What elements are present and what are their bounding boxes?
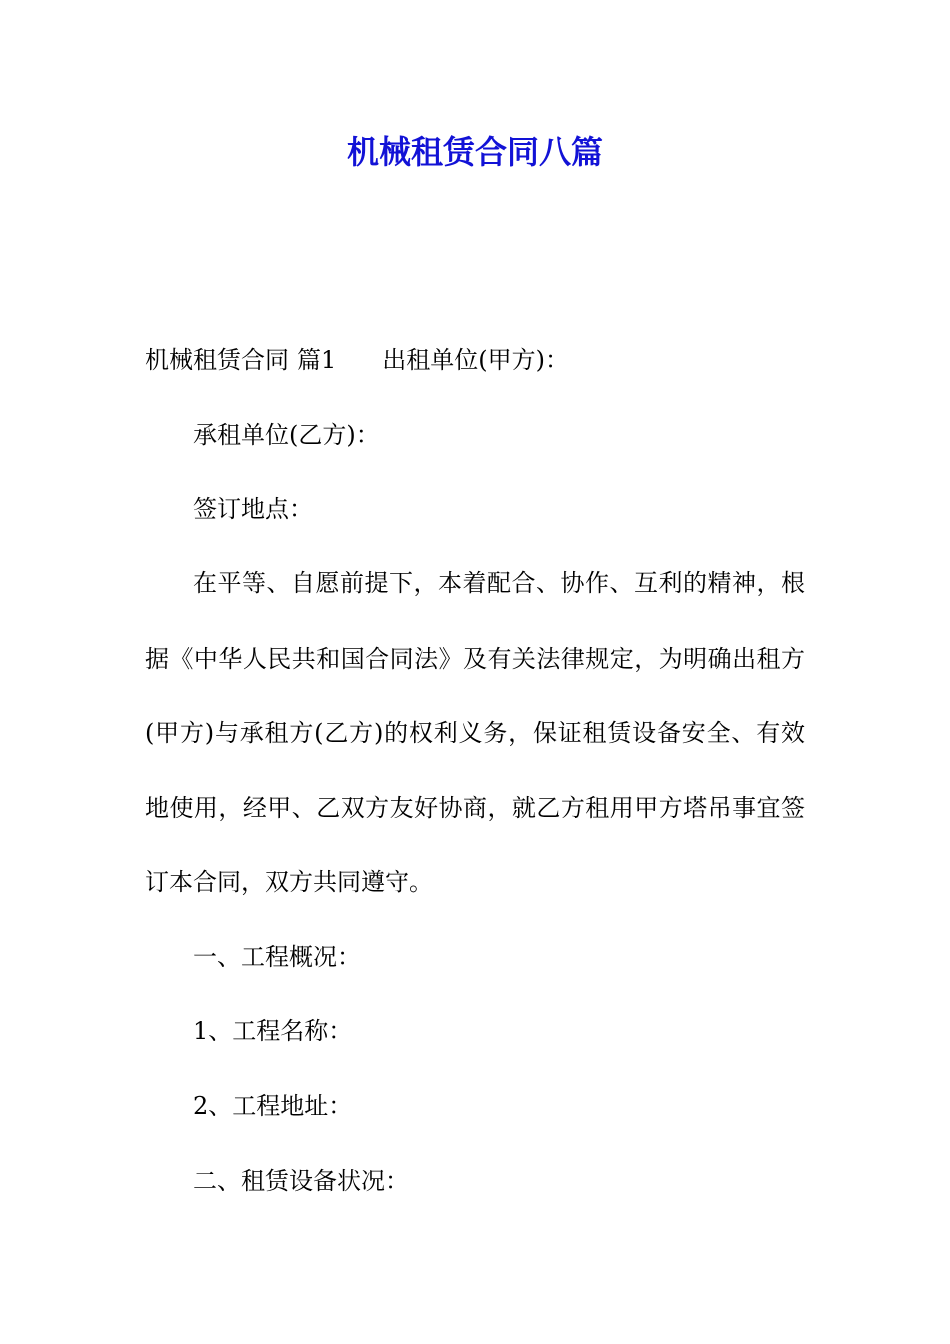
document-title: 机械租赁合同八篇	[346, 133, 603, 171]
chapter-label: 篇1	[297, 346, 337, 374]
contract-name: 机械租赁合同	[145, 346, 289, 374]
section-heading-2: 二、租赁设备状况：	[193, 1167, 409, 1195]
contract-header-line	[145, 340, 805, 380]
signing-place-label: 签订地点：	[193, 495, 313, 523]
paragraph-line-2: 据《中华人民共和国合同法》及有关法律规定，为明确出租方	[145, 645, 805, 673]
project-name-label: 1、工程名称：	[193, 1017, 353, 1045]
lessor-label: 出租单位(甲方)：	[382, 346, 570, 374]
project-address-label: 2、工程地址：	[193, 1092, 353, 1120]
paragraph-line-1: 在平等、自愿前提下，本着配合、协作、互利的精神，根	[193, 569, 805, 597]
paragraph-line-4: 地使用，经甲、乙双方友好协商，就乙方租用甲方塔吊事宜签	[145, 794, 805, 822]
lessee-label: 承租单位(乙方)：	[193, 421, 380, 449]
paragraph-line-3: (甲方)与承租方(乙方)的权利义务，保证租赁设备安全、有效	[145, 719, 805, 747]
section-heading-1: 一、工程概况：	[193, 943, 361, 971]
paragraph-line-5: 订本合同，双方共同遵守。	[145, 868, 433, 896]
